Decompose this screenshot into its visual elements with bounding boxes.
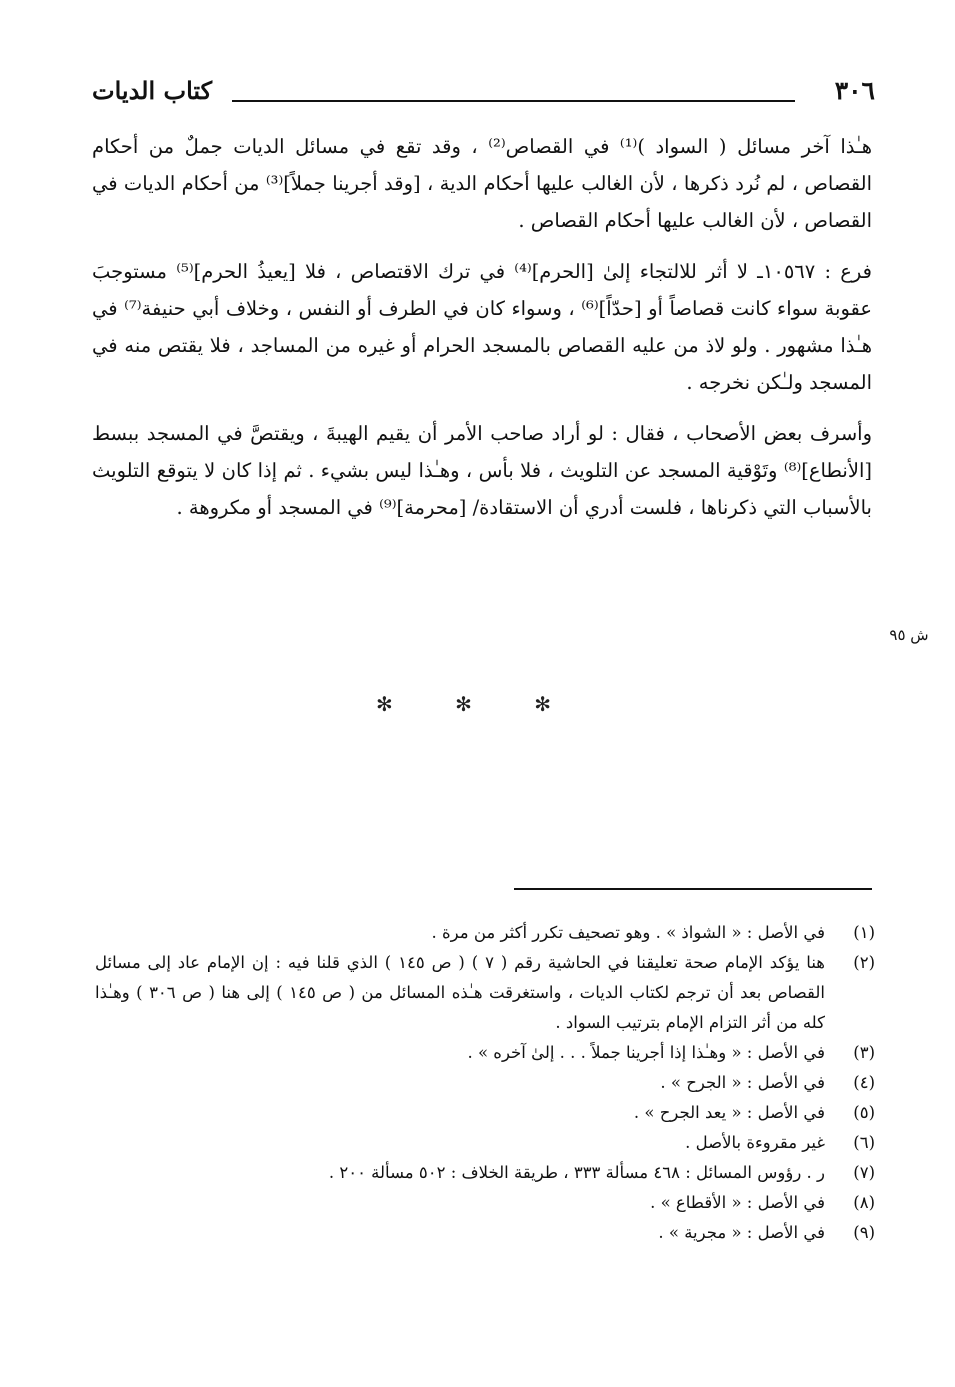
footnote-text: في الأصل : « الأقطاع » . bbox=[650, 1193, 825, 1212]
footnote-item bbox=[95, 1068, 875, 1098]
footnote-number: (١) bbox=[853, 923, 875, 942]
footnote-item bbox=[95, 918, 875, 948]
footnote-item bbox=[95, 948, 875, 1038]
footnote-text: في الأصل : « الشواذ » . وهو تصحيف تكرر أكثر من مرة . bbox=[431, 923, 825, 942]
footnote-item bbox=[95, 1218, 875, 1248]
footnotes bbox=[95, 918, 875, 1248]
footnote-item bbox=[95, 1188, 875, 1218]
footnote-item bbox=[95, 1098, 875, 1128]
footnote-rule bbox=[514, 888, 872, 890]
footnote-number: (٢) bbox=[853, 953, 875, 972]
footnote-number: (٧) bbox=[853, 1163, 875, 1182]
page-number: ٣٠٦ bbox=[834, 76, 875, 105]
footnote-number: (٣) bbox=[853, 1043, 875, 1062]
header-rule bbox=[232, 100, 795, 102]
running-header bbox=[92, 76, 875, 116]
margin-folio-note: ش ٩٥ bbox=[889, 626, 929, 644]
footnote-item bbox=[95, 1128, 875, 1158]
section-separator: ✻ ✻ ✻ bbox=[376, 692, 579, 716]
footnote-number: (٥) bbox=[853, 1103, 875, 1122]
footnote-number: (٤) bbox=[853, 1073, 875, 1092]
footnote-number: (٦) bbox=[853, 1133, 875, 1152]
footnote-text: في الأصل : « وهـٰذا إذا أجرينا جملاً . . . إلىٰ آخره » . bbox=[467, 1043, 825, 1062]
footnote-text: في الأصل : « يعد الجرح » . bbox=[633, 1103, 825, 1122]
paragraph: فرع : ١٠٥٦٧ـ لا أثر للالتجاء إلىٰ [الحرم]⁽⁴⁾ في ترك الاقتصاص ، فلا [يعيذُ الحرم]⁽⁵⁾ مستوجبَ عقوبة سواء كانت قصاصاً أو [حدّاً]⁽⁶⁾ ، وسواء كان في الطرف أو النفس ، وخلاف أبي حنيفة⁽⁷⁾ في هـٰذا مشهور . ولو لاذ من عليه القصاص بالمسجد الحرام أو غيره من المساجد ، فلا يقتص منه في المسجد ولـٰكن نخرجه . bbox=[92, 260, 873, 394]
footnote-item bbox=[95, 1038, 875, 1068]
footnote-number: (٩) bbox=[853, 1223, 875, 1242]
book-title: كتاب الديات bbox=[92, 76, 213, 105]
main-text bbox=[92, 128, 872, 540]
paragraph: وأسرف بعض الأصحاب ، فقال : لو أراد صاحب الأمر أن يقيم الهيبةَ ، ويقتصَّ في المسجد ببسط [الأنطاع]⁽⁸⁾ وتَوْقية المسجد عن التلويث ، فلا بأس ، وهـٰذا ليس بشيء . ثم إذا كان لا يتوقع التلويث بالأسباب التي ذكرناها ، فلست أدري أن الاستقادة/ [محرمة]⁽⁹⁾ في المسجد أو مكروهة . bbox=[92, 422, 872, 519]
footnote-number: (٨) bbox=[853, 1193, 875, 1212]
footnote-item bbox=[95, 1158, 875, 1188]
paragraph: هـٰذا آخر مسائل ( السواد )⁽¹⁾ في القصاص⁽²⁾ ، وقد تقع في مسائل الديات جملٌ من أحكام القصاص ، لم نُرد ذكرها ، لأن الغالب عليها أحكام الدية ، [وقد أجرينا جملاً]⁽³⁾ من أحكام الديات في القصاص ، لأن الغالب عليها أحكام القصاص . bbox=[92, 135, 872, 232]
footnote-text: ر . رؤوس المسائل : ٤٦٨ مسألة ٣٣٣ ، طريقة الخلاف : ٥٠٢ مسألة ٢٠٠ . bbox=[328, 1163, 825, 1182]
footnote-text: غير مقروءة بالأصل . bbox=[685, 1133, 825, 1152]
footnote-text: هنا يؤكد الإمام صحة تعليقنا في الحاشية رقم ( ٧ ) ( ص ١٤٥ ) الذي قلنا فيه : إن الإمام عاد إلى مسائل القصاص بعد أن ترجم لكتاب الديات ، واستغرقت هـٰذه المسائل من ( ص ١٤٥ ) إلى هنا ( ص ٣٠٦ ) وهـٰذا كله من أثر التزام الإمام بترتيب السواد . bbox=[95, 953, 825, 1032]
footnote-text: في الأصل : « الجرح » . bbox=[660, 1073, 825, 1092]
footnote-text: في الأصل : « مجرية » . bbox=[658, 1223, 825, 1242]
